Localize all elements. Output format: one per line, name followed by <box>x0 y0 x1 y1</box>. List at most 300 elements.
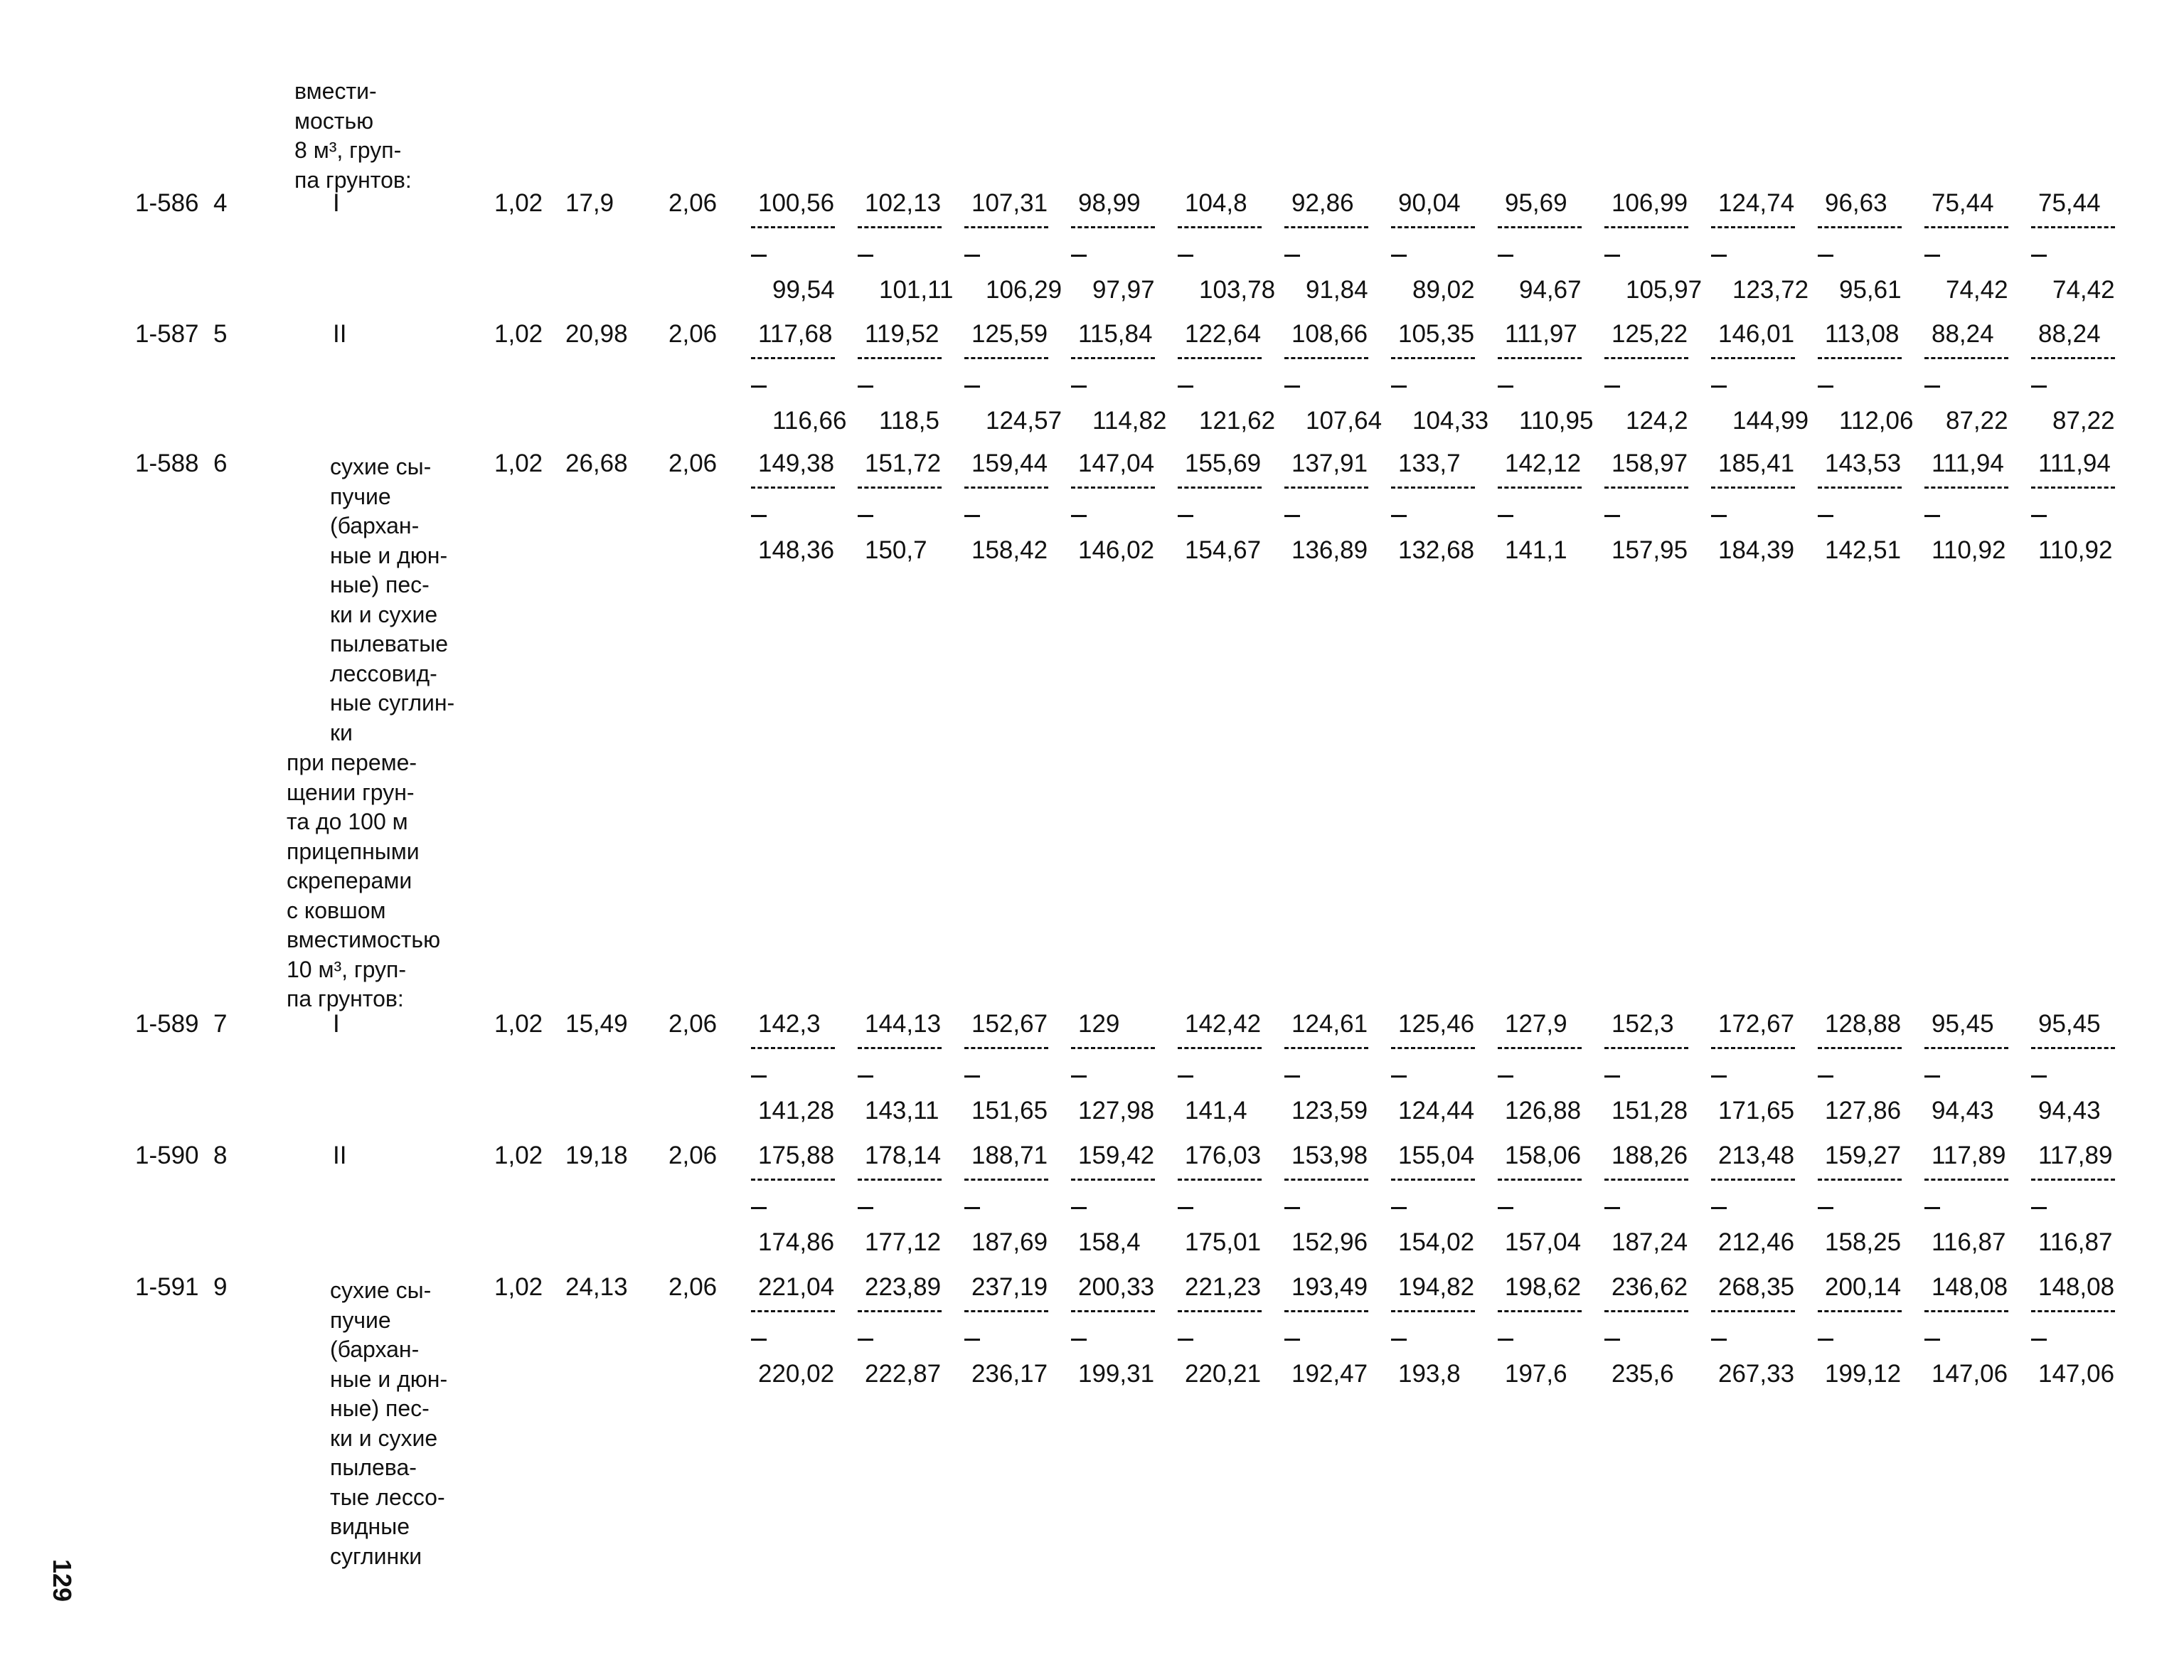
fraction-numerator: 98,99 <box>1078 189 1141 217</box>
fraction-bar <box>1711 1179 1795 1181</box>
fraction-bar-tick <box>1071 386 1087 388</box>
fraction-denominator: 114,82 <box>1092 407 1167 435</box>
fraction-numerator: 111,97 <box>1505 320 1577 348</box>
row-number: 8 <box>213 1142 228 1169</box>
fraction-bar <box>1178 1047 1262 1049</box>
fraction-bar-tick <box>2031 386 2047 388</box>
fraction-numerator: 96,63 <box>1825 189 1887 217</box>
fraction-bar-tick <box>1818 1075 1833 1078</box>
fraction-bar-tick <box>964 515 980 517</box>
fraction-numerator: 115,84 <box>1078 320 1153 348</box>
value-2: 2,06 <box>668 320 718 348</box>
fraction-bar <box>2031 226 2115 228</box>
fraction-bar <box>751 357 835 359</box>
fraction-bar <box>1711 1047 1795 1049</box>
value-1: 17,9 <box>565 189 614 217</box>
fraction-bar <box>1071 1179 1155 1181</box>
fraction-bar-tick <box>1818 1339 1833 1341</box>
fraction-bar <box>1924 357 2008 359</box>
fraction-numerator: 100,56 <box>758 189 835 217</box>
fraction-denominator: 151,65 <box>971 1097 1048 1125</box>
value-1: 24,13 <box>565 1273 628 1301</box>
fraction-denominator: 148,36 <box>758 536 835 564</box>
fraction-bar <box>1604 226 1688 228</box>
fraction-denominator: 136,89 <box>1291 536 1368 564</box>
fraction-numerator: 117,89 <box>1932 1142 2006 1169</box>
fraction-denominator: 144,99 <box>1732 407 1809 435</box>
fraction-numerator: 111,94 <box>2038 450 2111 477</box>
value-1: 20,98 <box>565 320 628 348</box>
fraction-bar-tick <box>1391 1339 1407 1341</box>
coefficient: 1,02 <box>494 1273 543 1301</box>
fraction-bar-tick <box>1284 1207 1300 1209</box>
fraction-denominator: 123,72 <box>1732 276 1809 304</box>
fraction-numerator: 200,33 <box>1078 1273 1155 1301</box>
fraction-bar-tick <box>1711 386 1727 388</box>
fraction-bar <box>751 1310 835 1312</box>
fraction-bar <box>964 1179 1048 1181</box>
value-2: 2,06 <box>668 1273 718 1301</box>
fraction-bar-tick <box>751 386 767 388</box>
fraction-bar-tick <box>964 386 980 388</box>
value-1: 19,18 <box>565 1142 628 1169</box>
fraction-bar <box>1924 1310 2008 1312</box>
fraction-bar <box>1071 1310 1155 1312</box>
fraction-denominator: 187,24 <box>1612 1228 1688 1256</box>
fraction-numerator: 106,99 <box>1612 189 1688 217</box>
fraction-numerator: 198,62 <box>1505 1273 1582 1301</box>
fraction-bar <box>1498 1179 1582 1181</box>
fraction-denominator: 87,22 <box>2052 407 2115 435</box>
fraction-numerator: 143,53 <box>1825 450 1902 477</box>
fraction-bar <box>1818 226 1902 228</box>
fraction-bar-tick <box>964 1075 980 1078</box>
fraction-bar <box>1071 1047 1155 1049</box>
fraction-denominator: 187,69 <box>971 1228 1048 1256</box>
fraction-bar <box>1498 357 1582 359</box>
fraction-bar <box>1818 1179 1902 1181</box>
fraction-bar-tick <box>1498 255 1513 257</box>
subheading-scrapers-10m3: при переме- щении грун- та до 100 м прицепными скреперами с ковшом вместимостью 10 м³, груп- па грунтов: <box>287 750 441 1011</box>
fraction-bar-tick <box>1071 1339 1087 1341</box>
coefficient: 1,02 <box>494 189 543 217</box>
row-number: 6 <box>213 450 228 477</box>
fraction-numerator: 151,72 <box>865 450 942 477</box>
fraction-denominator: 236,17 <box>971 1360 1048 1388</box>
fraction-bar <box>1178 1179 1262 1181</box>
fraction-denominator: 95,61 <box>1839 276 1902 304</box>
fraction-numerator: 147,04 <box>1078 450 1155 477</box>
fraction-bar-tick <box>1391 1207 1407 1209</box>
fraction-bar-tick <box>751 515 767 517</box>
fraction-numerator: 107,31 <box>971 189 1048 217</box>
fraction-bar-tick <box>1818 515 1833 517</box>
fraction-bar <box>2031 487 2115 489</box>
fraction-denominator: 174,86 <box>758 1228 835 1256</box>
fraction-numerator: 117,89 <box>2038 1142 2113 1169</box>
fraction-bar <box>1178 487 1262 489</box>
fraction-denominator: 110,95 <box>1519 407 1594 435</box>
fraction-bar-tick <box>1498 386 1513 388</box>
fraction-numerator: 193,49 <box>1291 1273 1368 1301</box>
fraction-bar <box>858 226 942 228</box>
fraction-bar-tick <box>1284 515 1300 517</box>
fraction-denominator: 101,11 <box>879 276 954 304</box>
fraction-numerator: 128,88 <box>1825 1010 1902 1038</box>
fraction-bar <box>1924 1179 2008 1181</box>
fraction-bar-tick <box>858 1075 873 1078</box>
fraction-denominator: 158,42 <box>971 536 1048 564</box>
fraction-denominator: 126,88 <box>1505 1097 1582 1125</box>
fraction-numerator: 125,22 <box>1612 320 1688 348</box>
fraction-denominator: 150,7 <box>865 536 927 564</box>
fraction-bar-tick <box>1711 515 1727 517</box>
fraction-numerator: 117,68 <box>758 320 833 348</box>
fraction-denominator: 220,21 <box>1185 1360 1262 1388</box>
fraction-bar-tick <box>1604 515 1620 517</box>
fraction-bar <box>2031 1179 2115 1181</box>
fraction-bar-tick <box>1711 1075 1727 1078</box>
fraction-bar <box>1284 1047 1368 1049</box>
row-number: 4 <box>213 189 228 217</box>
fraction-bar-tick <box>1391 386 1407 388</box>
fraction-numerator: 268,35 <box>1718 1273 1795 1301</box>
fraction-denominator: 158,4 <box>1078 1228 1141 1256</box>
fraction-bar <box>1498 1047 1582 1049</box>
fraction-bar <box>751 1179 835 1181</box>
fraction-bar-tick <box>1284 386 1300 388</box>
row-number: 7 <box>213 1010 228 1038</box>
fraction-denominator: 94,43 <box>1932 1097 1994 1125</box>
fraction-bar-tick <box>964 1207 980 1209</box>
fraction-bar <box>1178 226 1262 228</box>
fraction-numerator: 152,67 <box>971 1010 1048 1038</box>
fraction-denominator: 197,6 <box>1505 1360 1567 1388</box>
fraction-denominator: 267,33 <box>1718 1360 1795 1388</box>
fraction-numerator: 159,44 <box>971 450 1048 477</box>
fraction-bar-tick <box>1071 1075 1087 1078</box>
fraction-bar <box>1391 1179 1475 1181</box>
fraction-bar-tick <box>2031 1207 2047 1209</box>
fraction-bar <box>1391 487 1475 489</box>
fraction-denominator: 132,68 <box>1398 536 1475 564</box>
fraction-bar <box>751 226 835 228</box>
fraction-numerator: 137,91 <box>1291 450 1368 477</box>
fraction-denominator: 74,42 <box>2052 276 2115 304</box>
fraction-denominator: 118,5 <box>879 407 939 435</box>
row-code: 1-588 <box>135 450 199 477</box>
fraction-numerator: 148,08 <box>2038 1273 2115 1301</box>
fraction-bar <box>1498 487 1582 489</box>
fraction-denominator: 116,87 <box>1932 1228 2006 1256</box>
fraction-denominator: 104,33 <box>1412 407 1489 435</box>
fraction-bar-tick <box>1924 255 1940 257</box>
fraction-bar <box>1178 1310 1262 1312</box>
fraction-numerator: 159,27 <box>1825 1142 1902 1169</box>
fraction-numerator: 221,04 <box>758 1273 835 1301</box>
page-number: 129 <box>48 1559 77 1602</box>
fraction-bar <box>1178 357 1262 359</box>
fraction-bar-tick <box>1071 515 1087 517</box>
fraction-denominator: 151,28 <box>1612 1097 1688 1125</box>
fraction-bar <box>1604 1047 1688 1049</box>
fraction-numerator: 113,08 <box>1825 320 1900 348</box>
soil-group: сухие сы- пучие (бархан- ные и дюн- ные) пес- ки и сухие пылеватые лессовид- ные суглин- ки <box>330 454 455 745</box>
fraction-denominator: 154,67 <box>1185 536 1262 564</box>
fraction-denominator: 116,87 <box>2038 1228 2113 1256</box>
fraction-bar-tick <box>1071 1207 1087 1209</box>
value-1: 26,68 <box>565 450 628 477</box>
fraction-denominator: 147,06 <box>2038 1360 2115 1388</box>
fraction-numerator: 188,71 <box>971 1142 1048 1169</box>
fraction-denominator: 121,62 <box>1199 407 1276 435</box>
fraction-numerator: 125,59 <box>971 320 1048 348</box>
fraction-bar-tick <box>751 1207 767 1209</box>
fraction-numerator: 153,98 <box>1291 1142 1368 1169</box>
fraction-numerator: 127,9 <box>1505 1010 1567 1038</box>
fraction-denominator: 212,46 <box>1718 1228 1795 1256</box>
fraction-denominator: 141,4 <box>1185 1097 1247 1125</box>
fraction-bar-tick <box>1178 515 1193 517</box>
fraction-bar-tick <box>964 1339 980 1341</box>
fraction-denominator: 97,97 <box>1092 276 1155 304</box>
fraction-bar <box>858 357 942 359</box>
fraction-numerator: 133,7 <box>1398 450 1461 477</box>
value-2: 2,06 <box>668 1010 718 1038</box>
fraction-bar-tick <box>751 255 767 257</box>
fraction-denominator: 220,02 <box>758 1360 835 1388</box>
fraction-bar-tick <box>751 1339 767 1341</box>
fraction-numerator: 144,13 <box>865 1010 942 1038</box>
coefficient: 1,02 <box>494 450 543 477</box>
fraction-bar-tick <box>1178 1339 1193 1341</box>
fraction-numerator: 188,26 <box>1612 1142 1688 1169</box>
fraction-bar-tick <box>2031 1075 2047 1078</box>
fraction-bar <box>1498 1310 1582 1312</box>
fraction-numerator: 146,01 <box>1718 320 1795 348</box>
fraction-denominator: 112,06 <box>1839 407 1914 435</box>
fraction-numerator: 148,08 <box>1932 1273 2008 1301</box>
fraction-numerator: 142,42 <box>1185 1010 1262 1038</box>
fraction-bar-tick <box>1604 1075 1620 1078</box>
fraction-bar <box>1711 487 1795 489</box>
soil-group: I <box>333 1010 340 1038</box>
fraction-numerator: 194,82 <box>1398 1273 1475 1301</box>
fraction-numerator: 104,8 <box>1185 189 1247 217</box>
fraction-denominator: 103,78 <box>1199 276 1276 304</box>
fraction-bar <box>1924 487 2008 489</box>
fraction-bar <box>1284 487 1368 489</box>
fraction-numerator: 175,88 <box>758 1142 835 1169</box>
fraction-bar <box>858 1047 942 1049</box>
fraction-bar <box>1071 226 1155 228</box>
fraction-bar-tick <box>1604 1339 1620 1341</box>
fraction-numerator: 102,13 <box>865 189 942 217</box>
fraction-denominator: 175,01 <box>1185 1228 1262 1256</box>
fraction-bar-tick <box>1391 1075 1407 1078</box>
fraction-bar <box>1391 1047 1475 1049</box>
fraction-bar-tick <box>2031 1339 2047 1341</box>
soil-group: I <box>333 189 340 217</box>
fraction-bar <box>964 357 1048 359</box>
coefficient: 1,02 <box>494 1142 543 1169</box>
fraction-denominator: 127,86 <box>1825 1097 1902 1125</box>
fraction-bar <box>1498 226 1582 228</box>
fraction-bar <box>1071 487 1155 489</box>
fraction-numerator: 105,35 <box>1398 320 1475 348</box>
fraction-bar <box>1924 226 2008 228</box>
fraction-denominator: 177,12 <box>865 1228 942 1256</box>
fraction-bar-tick <box>1711 1207 1727 1209</box>
fraction-numerator: 142,12 <box>1505 450 1582 477</box>
fraction-bar-tick <box>1818 386 1833 388</box>
fraction-bar <box>1818 487 1902 489</box>
fraction-numerator: 95,45 <box>1932 1010 1994 1038</box>
fraction-numerator: 75,44 <box>2038 189 2101 217</box>
fraction-denominator: 171,65 <box>1718 1097 1795 1125</box>
header-fragment: вмести- мостью 8 м³, груп- па грунтов: <box>294 78 412 193</box>
fraction-bar-tick <box>1284 1075 1300 1078</box>
fraction-bar-tick <box>751 1075 767 1078</box>
fraction-bar-tick <box>1924 515 1940 517</box>
fraction-bar <box>751 487 835 489</box>
fraction-bar <box>1391 226 1475 228</box>
fraction-bar <box>858 1179 942 1181</box>
fraction-numerator: 155,69 <box>1185 450 1262 477</box>
fraction-numerator: 124,61 <box>1291 1010 1368 1038</box>
fraction-denominator: 116,66 <box>772 407 847 435</box>
fraction-denominator: 199,31 <box>1078 1360 1155 1388</box>
fraction-bar-tick <box>2031 515 2047 517</box>
fraction-denominator: 154,02 <box>1398 1228 1475 1256</box>
fraction-bar-tick <box>1711 255 1727 257</box>
fraction-numerator: 200,14 <box>1825 1273 1902 1301</box>
coefficient: 1,02 <box>494 320 543 348</box>
fraction-bar-tick <box>1178 255 1193 257</box>
fraction-denominator: 143,11 <box>865 1097 939 1125</box>
fraction-bar-tick <box>1178 1075 1193 1078</box>
fraction-bar <box>1284 1179 1368 1181</box>
fraction-numerator: 129 <box>1078 1010 1120 1038</box>
fraction-denominator: 147,06 <box>1932 1360 2008 1388</box>
row-code: 1-591 <box>135 1273 199 1301</box>
fraction-numerator: 178,14 <box>865 1142 942 1169</box>
fraction-numerator: 119,52 <box>865 320 939 348</box>
fraction-bar-tick <box>858 515 873 517</box>
fraction-bar <box>751 1047 835 1049</box>
fraction-denominator: 184,39 <box>1718 536 1795 564</box>
fraction-denominator: 87,22 <box>1946 407 2008 435</box>
fraction-denominator: 146,02 <box>1078 536 1155 564</box>
row-code: 1-586 <box>135 189 199 217</box>
row-code: 1-589 <box>135 1010 199 1038</box>
fraction-numerator: 237,19 <box>971 1273 1048 1301</box>
fraction-numerator: 108,66 <box>1291 320 1368 348</box>
fraction-bar <box>858 1310 942 1312</box>
fraction-denominator: 157,95 <box>1612 536 1688 564</box>
fraction-denominator: 235,6 <box>1612 1360 1674 1388</box>
fraction-bar-tick <box>1071 255 1087 257</box>
fraction-numerator: 185,41 <box>1718 450 1795 477</box>
fraction-bar <box>1604 357 1688 359</box>
fraction-bar-tick <box>1178 1207 1193 1209</box>
fraction-denominator: 158,25 <box>1825 1228 1902 1256</box>
fraction-numerator: 159,42 <box>1078 1142 1155 1169</box>
fraction-denominator: 74,42 <box>1946 276 2008 304</box>
fraction-bar <box>1391 1310 1475 1312</box>
fraction-bar-tick <box>2031 255 2047 257</box>
fraction-numerator: 172,67 <box>1718 1010 1795 1038</box>
fraction-denominator: 105,97 <box>1626 276 1703 304</box>
fraction-denominator: 141,1 <box>1505 536 1567 564</box>
fraction-bar-tick <box>1604 1207 1620 1209</box>
fraction-denominator: 107,64 <box>1306 407 1383 435</box>
fraction-bar-tick <box>1711 1339 1727 1341</box>
fraction-bar <box>1391 357 1475 359</box>
fraction-bar-tick <box>1924 386 1940 388</box>
row-code: 1-587 <box>135 320 199 348</box>
fraction-bar-tick <box>1284 1339 1300 1341</box>
row-number: 9 <box>213 1273 228 1301</box>
value-1: 15,49 <box>565 1010 628 1038</box>
fraction-numerator: 158,06 <box>1505 1142 1582 1169</box>
fraction-bar-tick <box>1178 386 1193 388</box>
fraction-numerator: 223,89 <box>865 1273 942 1301</box>
fraction-numerator: 221,23 <box>1185 1273 1262 1301</box>
fraction-bar <box>858 487 942 489</box>
fraction-bar <box>1818 1047 1902 1049</box>
fraction-denominator: 124,2 <box>1626 407 1688 435</box>
fraction-bar <box>1284 1310 1368 1312</box>
value-2: 2,06 <box>668 189 718 217</box>
fraction-numerator: 90,04 <box>1398 189 1461 217</box>
fraction-numerator: 213,48 <box>1718 1142 1795 1169</box>
fraction-denominator: 157,04 <box>1505 1228 1582 1256</box>
value-2: 2,06 <box>668 450 718 477</box>
fraction-bar-tick <box>1924 1339 1940 1341</box>
fraction-numerator: 158,97 <box>1612 450 1688 477</box>
fraction-numerator: 88,24 <box>2038 320 2101 348</box>
fraction-bar <box>964 1047 1048 1049</box>
fraction-numerator: 155,04 <box>1398 1142 1475 1169</box>
fraction-bar <box>1818 1310 1902 1312</box>
fraction-denominator: 127,98 <box>1078 1097 1155 1125</box>
fraction-bar <box>1711 226 1795 228</box>
fraction-bar <box>964 226 1048 228</box>
fraction-denominator: 99,54 <box>772 276 835 304</box>
fraction-numerator: 95,45 <box>2038 1010 2101 1038</box>
fraction-numerator: 124,74 <box>1718 189 1795 217</box>
row-number: 5 <box>213 320 228 348</box>
fraction-denominator: 106,29 <box>986 276 1062 304</box>
fraction-bar <box>1711 357 1795 359</box>
fraction-denominator: 94,43 <box>2038 1097 2101 1125</box>
fraction-denominator: 110,92 <box>2038 536 2113 564</box>
fraction-denominator: 124,57 <box>986 407 1062 435</box>
fraction-bar <box>1071 357 1155 359</box>
fraction-bar <box>1604 1310 1688 1312</box>
fraction-bar-tick <box>1924 1207 1940 1209</box>
fraction-bar <box>1924 1047 2008 1049</box>
fraction-bar-tick <box>858 386 873 388</box>
fraction-bar-tick <box>858 1207 873 1209</box>
fraction-bar-tick <box>1284 255 1300 257</box>
fraction-numerator: 236,62 <box>1612 1273 1688 1301</box>
soil-group: II <box>333 1142 347 1169</box>
fraction-bar-tick <box>1498 515 1513 517</box>
fraction-numerator: 92,86 <box>1291 189 1354 217</box>
soil-group: II <box>333 320 347 348</box>
